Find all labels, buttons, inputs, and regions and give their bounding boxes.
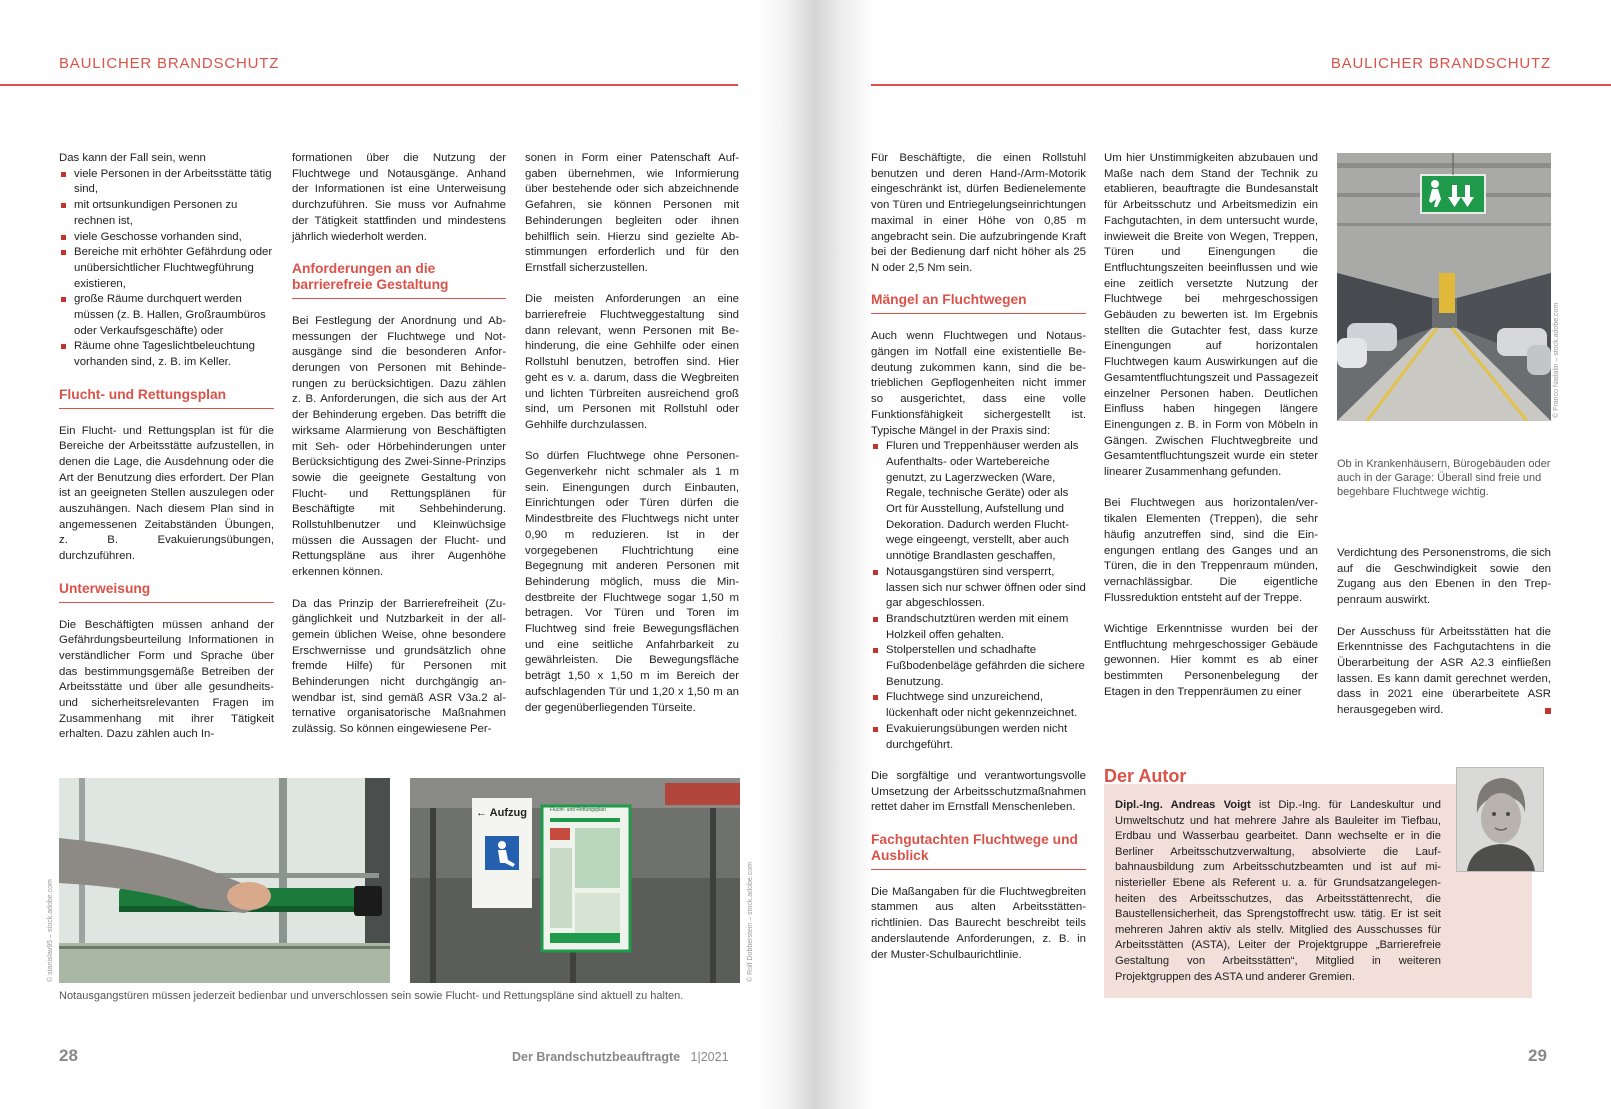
photo-credit: © stanislav95 – stock.adobe.com xyxy=(47,879,54,982)
list-item: Stolperstellen und schadhafte Fußbodenbeläge gefährden die sichere Benutzung. xyxy=(871,643,1086,690)
heading-barrierefreie-gestaltung: Anforderungen an die barrierefreie Gestaltung xyxy=(292,261,506,299)
sign-plan-title: Flucht- und Rettungsplan xyxy=(550,807,606,813)
author-name: Dipl.-Ing. Andreas Voigt xyxy=(1115,799,1251,811)
sign-aufzug-text xyxy=(476,807,527,819)
photo-credit: © Franco Nadalin – stock.adobe.com xyxy=(1553,302,1560,418)
list-item: viele Geschosse vorhanden sind, xyxy=(59,230,274,246)
list-item: mit ortsunkundigen Personen zu rechnen ist, xyxy=(59,198,274,229)
magazine-name xyxy=(512,1050,729,1064)
col1-paragraph: Die Beschäftigten müssen anhand der Gefährdungsbeurteilung Informationen in verständlicher Form und Sprache über das bestimmungsgemäße Betreiben der Arbeitsstätte und über alle gesundheits- und sicherheitsrelevanten Fragen im Zusammenhang mit ihrer Tätigkeit erhalten. Dazu zählen auch In- xyxy=(59,618,274,741)
heading-unterweisung: Unterweisung xyxy=(59,581,274,603)
list-item: Räume ohne Tageslichtbeleuchtung vorhanden sind, z. B. im Keller. xyxy=(59,339,274,370)
column-1 xyxy=(59,151,274,759)
photo-parking-garage xyxy=(1337,153,1551,421)
col2-paragraph: Bei Festlegung der Anordnung und Abmessungen der Fluchtwege und Notausgänge sind die besonderen Anforderungen von Personen mit Behinderungen zu berücksichtigen. Dazu zählen z. B. Anforderungen, die sich aus der Art der Behinderung ergeben. Das betrifft die wirksame Alarmierung von Beschäftigten mit Seh- oder Hörbehinderungen unter Berücksichtigung des Zwei-Sinne-Prinzips sowie die geeignete Gestaltung von Flucht- und Rettungsplänen für Beschäftigte mit Sehbehinderung. Rollstuhlbenutzer und Kleinwüchsige müssen die Aussagen der Flucht- und Rettungspläne aus ihrer Augenhöhe erkennen können. xyxy=(292,314,506,579)
magazine-title: Der Brandschutzbeauftragte xyxy=(512,1050,681,1064)
col1-intro: Das kann der Fall sein, wenn xyxy=(59,152,206,164)
garage-photo-caption: Ob in Krankenhäusern, Bürogebäuden oder auch in der Garage: Überall sind freie und begehbare Fluchtwege wichtig. xyxy=(1337,458,1551,498)
list-item: große Räume durchquert werden müssen (z. B. Hallen, Großraumbüros oder Verkaufsgeschäfte) oder xyxy=(59,292,274,339)
bottom-photo-caption: Notausgangstüren müssen jederzeit bedienbar und unverschlossen sein sowie Flucht- und Rettungspläne sind aktuell zu halten. xyxy=(59,990,684,1002)
right-page-number: 29 xyxy=(1528,1046,1547,1065)
list-item: Notausgangstüren sind versperrt, lassen sich nur schwer öffnen oder sind gar abgeschlossen. xyxy=(871,565,1086,612)
photo-escape-plan-sign xyxy=(410,778,740,983)
col3-paragraph: So dürfen Fluchtwege ohne Personen-Gegenverkehr nicht schmaler als 1 m sein. Einengungen durch Einbauten, Einrichtungen oder Türen dürfen die Mindestbreite des Fluchtwegs nicht unter 0,90 m reduzieren. Ist in der vorgegebenen Fluchtrichtung eine Begegnung mit anderen Personen mit Behinderung möglich, muss die Mindestbreite der Fluchtwege sogar 1,50 m betragen. Vor Türen und Toren im Fluchtweg sind freie Bewegungsflächen und eine seitliche Anfahrbarkeit zu gewährleisten. Die Bewegungsfläche beträgt 1,50 x 1,50 m im Bereich der aufschlagenden Tür und 1,20 x 1,50 m an der gegenüberliegenden Türseite. xyxy=(525,450,739,714)
right-header-rule xyxy=(871,84,1611,86)
author-portrait-illustration xyxy=(1457,768,1543,871)
issue-number: 1|2021 xyxy=(690,1050,729,1064)
col2-paragraph: Da das Prinzip der Barrierefreiheit (Zugänglichkeit und Nutzbarkeit in der allgemein üblichen Weise, ohne besondere Erschwernisse und grundsätzlich ohne fremde Hilfe) für Personen mit Behinderungen nicht durchgängig anwendbar ist, sind gemäß ASR V3a.2 alternative organisatorische Maßnahmen zulässig. So können eingewiesene Per- xyxy=(292,597,506,736)
column-6 xyxy=(1337,546,1551,734)
col5-paragraph: Bei Fluchtwegen aus horizontalen/vertikalen Elementen (Treppen), die sehr häufig anzutreffen sind, sind die Einengungen entlang des Ganges und an Türen, die in den Treppenraum münden, vernachlässigbar. Die eigentliche Flussreduktion entsteht auf der Treppe. xyxy=(1104,497,1318,604)
photo-door-handle xyxy=(59,778,390,983)
col3-paragraph: Die meisten Anforderungen an eine barrierefreie Fluchtweggestaltung sind dann relevant, wenn Personen mit Behinderung, die eine Gehhilfe oder einen Rollstuhl benutzen, betroffen sind. Hier geht es v. a. darum, dass die Wegbreiten und lichten Türbreiten ausreichend groß sind, um Personen mit Rollstuhl oder Gehhilfe durchzulassen. xyxy=(525,293,739,431)
list-item: viele Personen in der Arbeitsstätte tätig sind, xyxy=(59,167,274,198)
col6-paragraph-text: Der Ausschuss für Arbeitsstätten hat die Erkenntnisse des Fachgutachtens in die Überarbeitung der ASR A2.3 einfließen lassen. Es kann damit gerechnet werden, dass in 2021 eine überarbeitete ASR herausgegeben wird. xyxy=(1337,625,1551,717)
door-handle-illustration xyxy=(59,778,390,983)
col4-paragraph: Für Beschäftigte, die einen Rollstuhl benutzen und deren Hand-/Arm-Motorik eingeschränkt ist, dürfen Bedienelemente von Türen und Entriegelungseinrichtungen maximal in einer Höhe von 0,85 m angebracht sein. Die aufzubringende Kraft bei der Bedienung darf nicht höher als 25 N oder 2,5 Nm sein. xyxy=(871,152,1086,274)
column-5 xyxy=(1104,151,1318,716)
right-page-header: BAULICHER BRANDSCHUTZ xyxy=(1330,55,1551,72)
column-3 xyxy=(525,151,739,732)
col5-paragraph: Wichtige Erkenntnisse wurden bei der Entfluchtung mehrgeschossiger Gebäude gewonnen. Hier kommt es ab einer bestimmten Personenbelegung der Etagen in den Treppenräumen zu einer xyxy=(1104,623,1318,698)
list-item: Fluchtwege sind unzureichend, lückenhaft oder nicht gekennzeichnet. xyxy=(871,690,1086,721)
garage-illustration xyxy=(1337,153,1551,421)
col4-paragraph: Die Maßangaben für die Fluchtwegbreiten stammen aus alten Arbeitsstättenrichtlinien. Das Baurecht beschreibt teils anderslautende Anforderungen, z. B. in der Muster-Schulbaurichtlinie. xyxy=(871,885,1086,961)
left-page-number: 28 xyxy=(59,1046,78,1065)
col6-paragraph xyxy=(1337,625,1551,719)
col4-paragraph: Auch wenn Fluchtwegen und Notausgängen im Notfall eine existentielle Bedeutung zukommen kann, sind die betrieblichen Gepflogenheiten nicht immer so ausgerichtet, dass eine volle Funktionsfähigkeit sichergestellt ist. Typische Mängel in der Praxis sind: xyxy=(871,330,1086,437)
col6-paragraph: Verdichtung des Personenstroms, die sich auf die Geschwindigkeit sowie den Zugang aus den Ebenen in den Treppenraum auswirkt. xyxy=(1337,547,1551,607)
arrow-left-icon: ← xyxy=(476,807,487,819)
heading-fachgutachten: Fachgutachten Fluchtwege und Ausblick xyxy=(871,832,1086,870)
list-item: Bereiche mit erhöhter Gefährdung oder unübersichtlicher Fluchtwegführung existieren, xyxy=(59,245,274,292)
author-box-title: Der Autor xyxy=(1104,766,1187,786)
col4-bullet-list xyxy=(871,439,1086,753)
col5-paragraph: Um hier Unstimmigkeiten abzubauen und Maße nach dem Stand der Technik zu etablieren, beauftragte die Bundesanstalt für Arbeitsschutz und Arbeitsmedizin ein Fachgutachten, in dem untersucht wurde, inwieweit die Breite von Wegen, Treppen, Türen und Einengungen die Entfluchtungszeiten beeinflussen und wie eine zeitlich versetzte Nutzung der Fluchtwege bei mehrgeschossigen Gebäuden zu bewerten ist. Im Ergebnis stellten die Gutachter fest, dass kurze Einengungen auf horizontalen Fluchtwegen kaum Auswirkungen auf die Gesamtentfluchtungszeit und Passagezeit einzelner Personen haben. Deutlichen Einfluss haben hingegen längere Einengungen z. B. in Form von Möbeln in Gängen. Zwischen Fluchtwegbreite und Gesamtentfluchtungszeit wurde ein steter linearer Zusammenhang gefunden. xyxy=(1104,152,1318,479)
left-page-header: BAULICHER BRANDSCHUTZ xyxy=(59,55,280,72)
page-gutter xyxy=(756,0,874,1109)
author-bio-text: ist Dip.-Ing. für Landeskultur und Umweltschutz und hat mehrere Jahre als Bauleiter im Tiefbau, Erdbau und Wasserbau gearbeitet. Dann wechselte er in die Berliner Arbeitsschutzverwaltung, absolvierte die Laufbahnausbildung zum Arbeitsschutzbeamten und ist auf ministerieller Ebene als Referent u. a. für Grundsatzangelegenheiten des Arbeitsschutzes, das Arbeitsstättenrecht, die Baustellensicherheit, das Sprengstoffrecht usw. tätig. Er ist seit mehreren Jahren aktiv als stellv. Mitglied des Ausschusses für Arbeitsstätten (ASTA), Leiter der Projektgruppe „Barrierefreie Gestaltung von Arbeitsstätten“, Mitglied in weiteren Projektgruppen des ASTA und anderer Gremien. xyxy=(1115,799,1441,983)
col1-paragraph: Ein Flucht- und Rettungsplan ist für die Bereiche der Arbeitsstätte aufzustellen, in denen die Lage, die Ausdehnung oder die Art der Benutzung dies erfordert. Der Plan ist an geeigneten Stellen auszulegen oder auszuhängen. Nach diesem Plan sind in angemessenen Zeitabständen Übungen, z. B. Evakuierungsübungen, durchzuführen. xyxy=(59,424,274,563)
author-portrait xyxy=(1456,767,1544,872)
heading-maengel-fluchtwegen: Mängel an Fluchtwegen xyxy=(871,292,1086,314)
author-bio xyxy=(1115,798,1441,985)
heading-flucht-rettungsplan: Flucht- und Rettungsplan xyxy=(59,387,274,409)
photo-credit: © Rolf Dobberstein – stock.adobe.com xyxy=(747,862,754,982)
list-item: Brandschutztüren werden mit einem Holzkeil offen gehalten. xyxy=(871,612,1086,643)
list-item: Fluren und Treppenhäuser werden als Aufenthalts- oder Wartebereiche genutzt, zu Lagerzwecken (Ware, Regale, technische Geräte) oder als Ort für Ausstellung, Aufstellung und Dekoration. Dadurch werden Fluchtwege eingeengt, verstellt, aber auch unnötige Brandlasten geschaffen, xyxy=(871,439,1086,565)
col3-paragraph: sonen in Form einer Patenschaft Aufgaben übernehmen, wie Informierung über bestehende oder sich abzeichnende Gefahren, sie können Personen mit Behinderungen begleiten oder ihnen behilflich sein. Hierzu sind gezielte Abstimmungen erforderlich und für den Ernstfall sicherzustellen. xyxy=(525,152,739,274)
col2-paragraph: formationen über die Nutzung der Fluchtwege und Notausgänge. Anhand der Informationen ist eine Unterweisung durchzuführen. Sie muss vor Aufnahme der Tätigkeit stattfinden und mindestens jährlich wiederholt werden. xyxy=(292,152,506,243)
list-item: Evakuierungsübungen werden nicht durchgeführt. xyxy=(871,722,1086,753)
column-4 xyxy=(871,151,1086,979)
article-end-mark-icon xyxy=(1545,708,1551,714)
col4-paragraph: Die sorgfältige und verantwortungsvolle Umsetzung der Arbeitsschutzmaßnahmen rettet daher im Ernstfall Menschenleben. xyxy=(871,769,1086,814)
sign-aufzug-label: Aufzug xyxy=(489,807,527,819)
col1-bullet-list xyxy=(59,167,274,371)
column-2 xyxy=(292,151,506,754)
left-header-rule xyxy=(0,84,738,86)
